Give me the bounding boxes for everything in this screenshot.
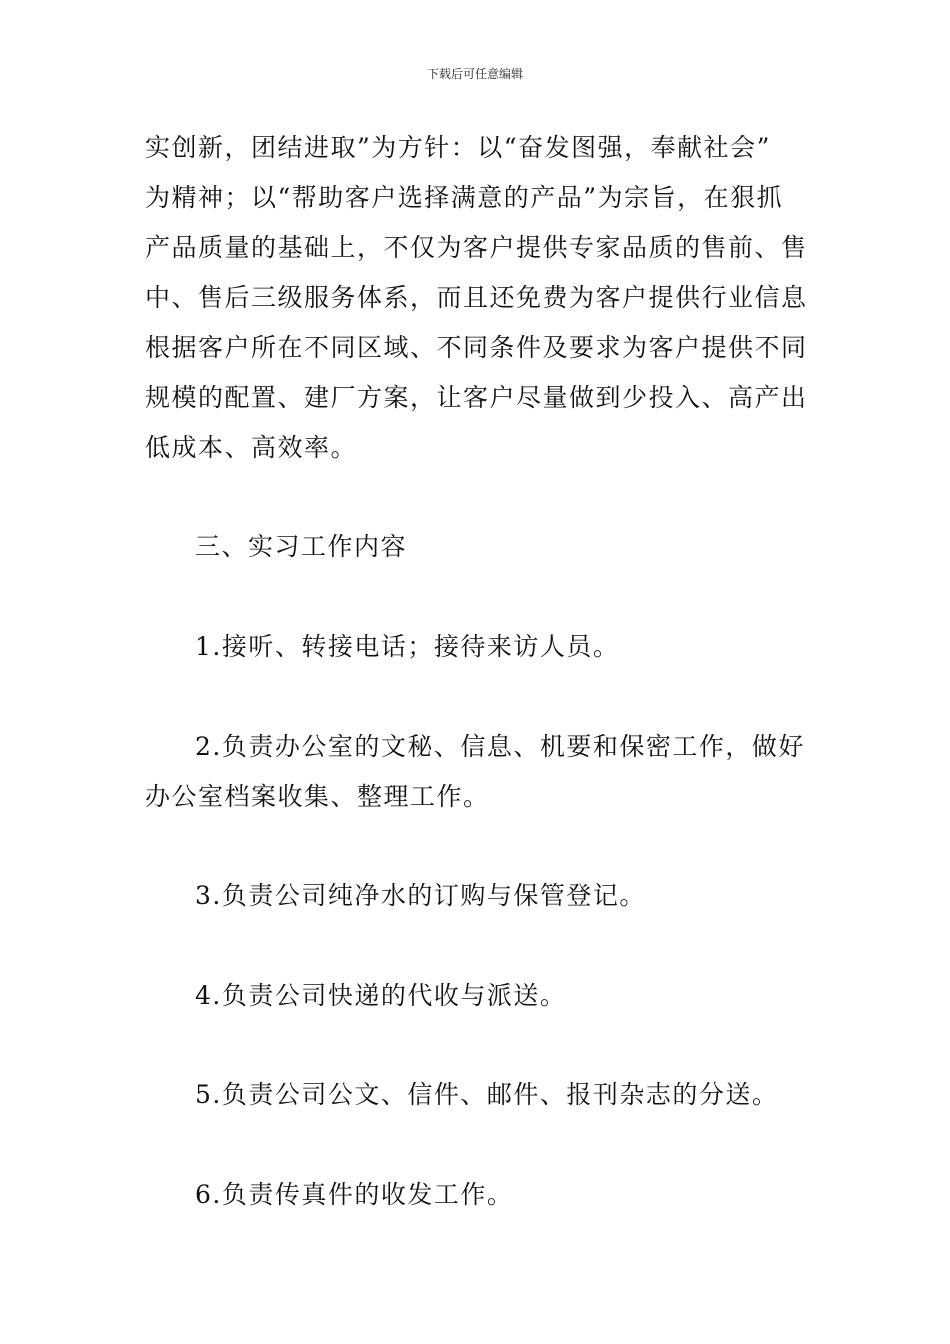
list-item: 3.负责公司纯净水的订购与保管登记。 <box>195 881 646 910</box>
list-item: 5.负责公司公文、信件、邮件、报刊杂志的分送。 <box>195 1080 779 1109</box>
list-item: 1.接听、转接电话；接待来访人员。 <box>195 632 620 661</box>
list-item: 2.负责办公室的文秘、信息、机要和保密工作，做好 <box>195 732 805 761</box>
paragraph-line: 产品质量的基础上，不仅为客户提供专家品质的售前、售 <box>145 233 808 262</box>
paragraph-line: 规模的配置、建厂方案，让客户尽量做到少投入、高产出 <box>145 383 808 412</box>
page-header: 下载后可任意编辑 <box>426 67 523 81</box>
paragraph-line: 低成本、高效率。 <box>145 433 358 462</box>
list-item: 4.负责公司快递的代收与派送。 <box>195 981 567 1010</box>
paragraph-line: 根据客户所在不同区域、不同条件及要求为客户提供不同 <box>145 333 808 362</box>
paragraph-line: 为精神；以“帮助客户选择满意的产品”为宗旨，在狠抓 <box>145 183 784 212</box>
paragraph-line: 中、售后三级服务体系，而且还免费为客户提供行业信息 <box>145 283 808 312</box>
list-item-continuation: 办公室档案收集、整理工作。 <box>145 782 490 811</box>
paragraph-line: 实创新，团结进取”为方针：以“奋发图强，奉献社会” <box>145 133 771 162</box>
list-item: 6.负责传真件的收发工作。 <box>195 1180 514 1209</box>
section-heading: 三、实习工作内容 <box>195 532 408 561</box>
